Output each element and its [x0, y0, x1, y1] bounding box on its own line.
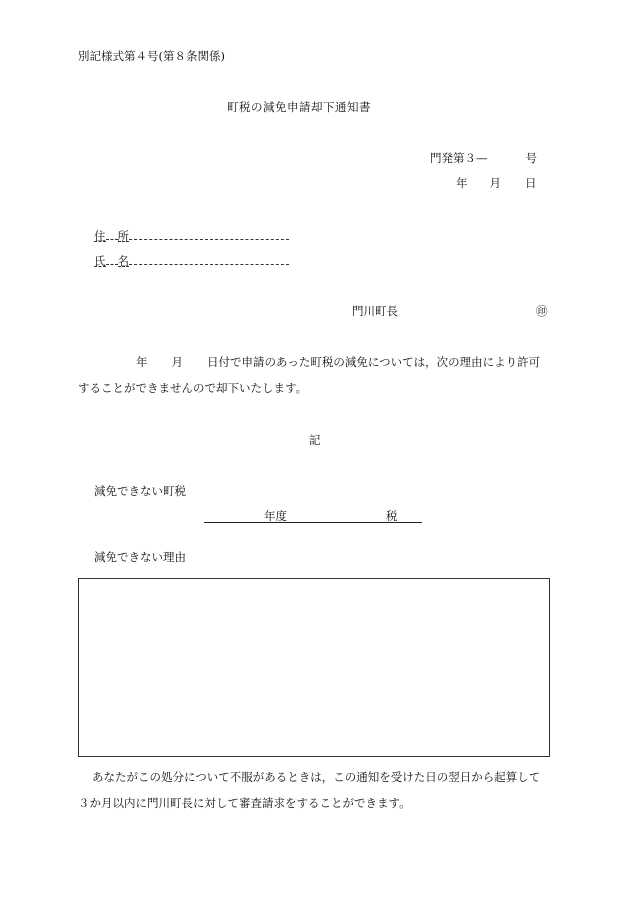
reference-number-suffix: 号 — [525, 151, 537, 165]
issuer-name: 門川町長 — [352, 304, 398, 318]
recipient-name-row — [94, 253, 289, 268]
reason-box[interactable] — [78, 578, 550, 757]
issue-date-month: 月 — [489, 176, 501, 190]
body-sentence: 日付で申請のあった町税の減免については，次の理由により許可 — [207, 355, 541, 369]
address-label-1: 住 — [94, 229, 106, 243]
issue-date — [456, 176, 537, 190]
tax-field[interactable] — [204, 509, 422, 523]
document-title: 町税の減免申請却下通知書 — [227, 100, 371, 114]
reason-label: 減免できない理由 — [94, 550, 186, 564]
name-field[interactable] — [129, 253, 289, 265]
body-date-year: 年 — [136, 355, 148, 369]
address-field[interactable] — [129, 228, 289, 240]
body-line-1 — [78, 349, 558, 375]
appeal-notice — [78, 764, 558, 816]
body-paragraph — [78, 349, 558, 401]
body-line-2: することができませんので却下いたします。 — [78, 381, 308, 395]
recipient-address-row — [94, 228, 289, 243]
reference-number-prefix: 門発第３— — [430, 151, 488, 165]
form-number-label: 別記様式第４号(第８条関係) — [78, 49, 225, 63]
issue-date-day: 日 — [525, 176, 537, 190]
ki-heading: 記 — [309, 433, 321, 447]
body-date-month: 月 — [171, 355, 183, 369]
address-label-2: 所 — [117, 229, 129, 243]
tax-suffix: 税 — [386, 509, 398, 523]
name-label-2: 名 — [117, 254, 129, 268]
tax-fiscal-year: 年度 — [264, 509, 287, 523]
appeal-notice-line-1: あなたがこの処分について不服があるときは，この通知を受けた日の翌日から起算して — [92, 770, 541, 784]
seal-mark: ㊞ — [536, 304, 548, 318]
reference-number — [430, 151, 537, 165]
appeal-notice-line-2: ３か月以内に門川町長に対して審査請求をすることができます。 — [78, 796, 411, 810]
issue-date-year: 年 — [456, 176, 468, 190]
tax-label: 減免できない町税 — [94, 484, 186, 498]
name-label-1: 氏 — [94, 254, 106, 268]
